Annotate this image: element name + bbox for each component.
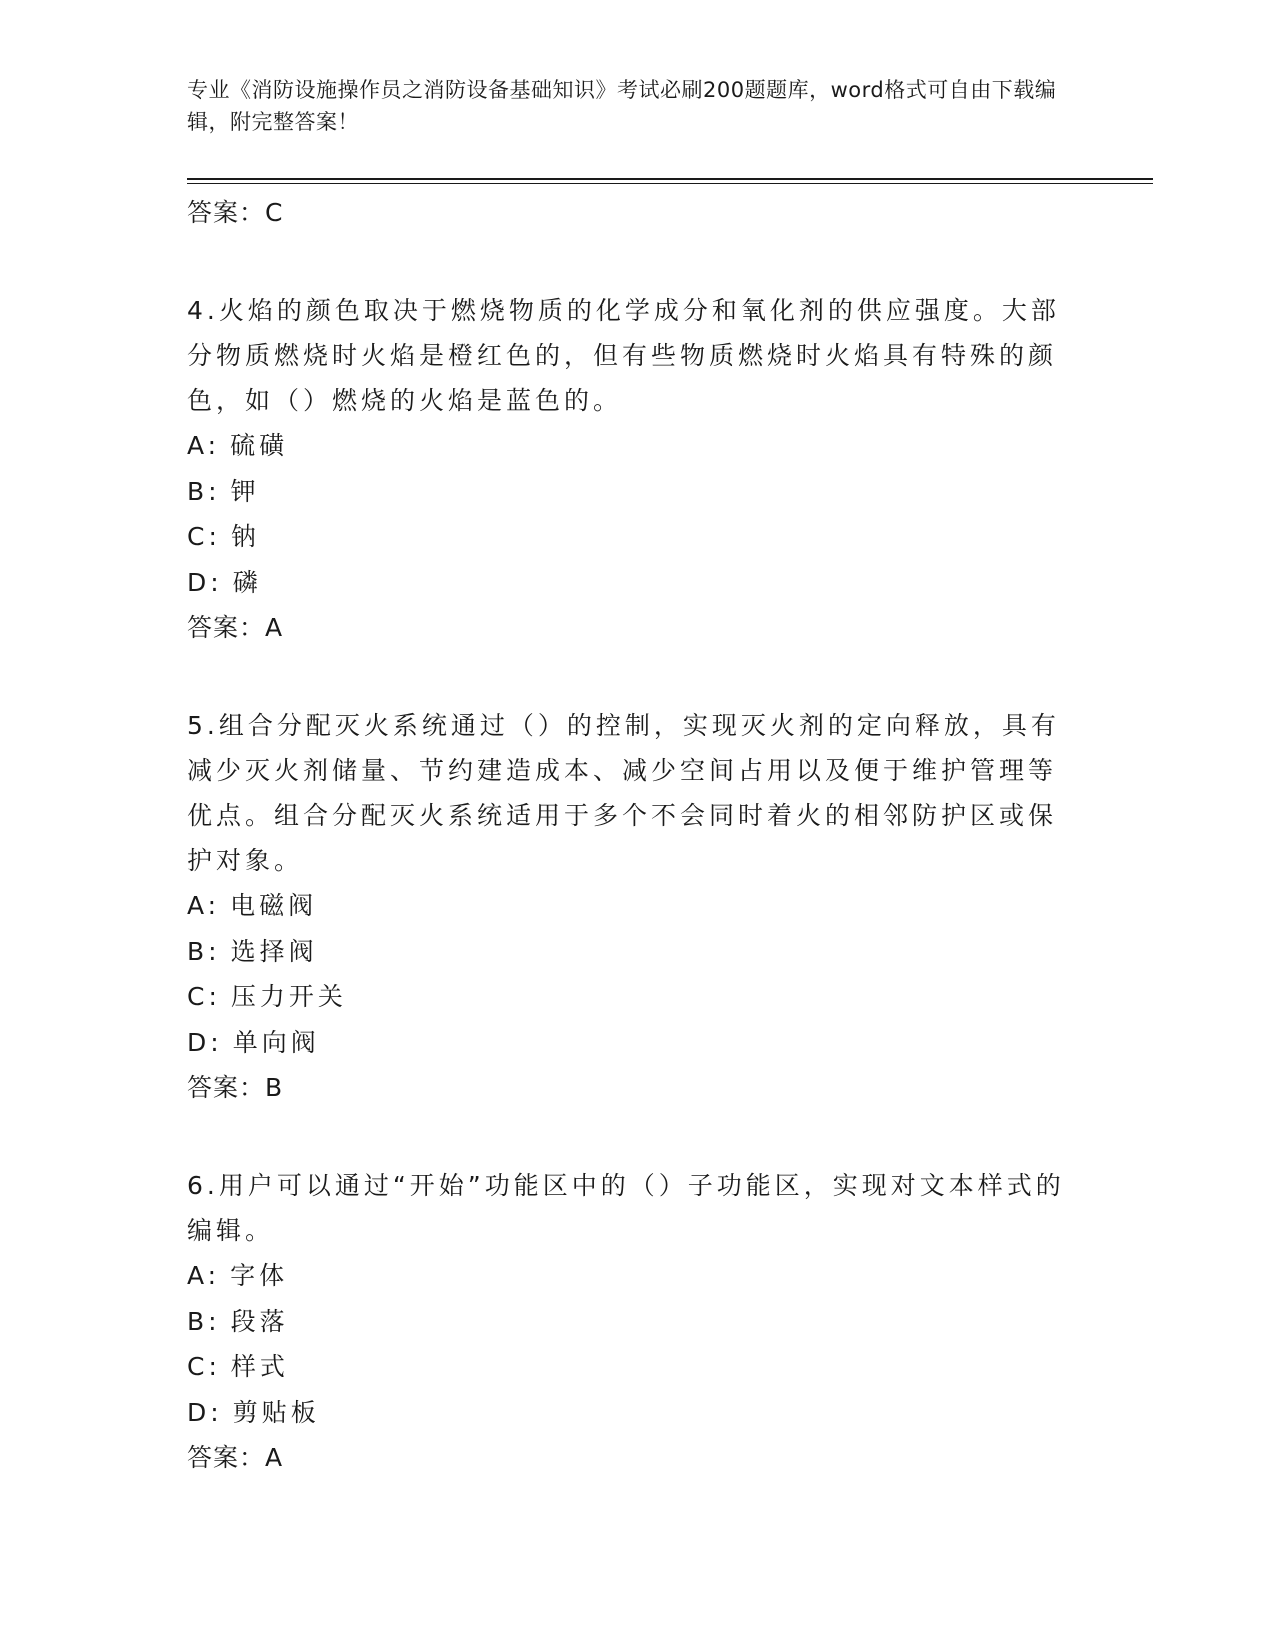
option-d [187,1020,1067,1066]
question-list [187,190,1067,1481]
option-text: 钠 [230,522,260,551]
option-label: B: [187,1306,221,1336]
option-text: 硫磺 [230,431,289,460]
option-label: A: [187,891,221,920]
option-b [187,929,1067,975]
option-text: 剪贴板 [232,1397,320,1427]
option-label: C: [187,982,221,1011]
option-text: 钾 [230,476,260,506]
option-label: D: [187,567,223,597]
option-label: D: [187,1397,223,1427]
answer-line: 答案：A [187,613,284,642]
option-c [187,974,1067,1020]
option-a [187,1253,1067,1299]
option-d [187,1390,1067,1436]
option-label: A: [187,1261,221,1290]
option-label: A: [187,431,221,460]
option-label: C: [187,522,221,551]
option-label: C: [187,1352,221,1381]
option-c [187,1344,1067,1390]
option-text: 样式 [230,1352,289,1381]
option-text: 字体 [230,1261,289,1290]
header-rule-thin [187,183,1153,184]
answer-line: 答案：C [187,198,284,227]
option-c [187,514,1067,560]
option-text: 段落 [230,1306,289,1336]
option-text: 选择阀 [230,936,318,966]
question-block-6 [187,1163,1067,1481]
document-header: 专业《消防设施操作员之消防设备基础知识》考试必刷200题题库，word格式可自由下载编辑，附完整答案！ [187,78,1057,134]
option-label: D: [187,1027,223,1057]
question-text: 4.火焰的颜色取决于燃烧物质的化学成分和氧化剂的供应强度。大部分物质燃烧时火焰是橙红色的，但有些物质燃烧时火焰具有特殊的颜色，如（）燃烧的火焰是蓝色的。 [187,296,1060,415]
option-label: B: [187,936,221,966]
option-label: B: [187,476,221,506]
question-text: 5.组合分配灭火系统通过（）的控制，实现灭火剂的定向释放，具有减少灭火剂储量、节约建造成本、减少空间占用以及便于维护管理等优点。组合分配灭火系统适用于多个不会同时着火的相邻防护区或保护对象。 [187,711,1060,875]
question-block-5 [187,703,1067,1111]
option-b [187,469,1067,515]
option-text: 电磁阀 [230,891,318,920]
option-text: 单向阀 [232,1027,320,1057]
option-a [187,883,1067,929]
option-d [187,560,1067,606]
option-text: 磷 [232,567,262,597]
answer-line: 答案：B [187,1073,284,1102]
option-b [187,1299,1067,1345]
question-text: 6.用户可以通过“开始”功能区中的（）子功能区，实现对文本样式的编辑。 [187,1171,1065,1245]
option-text: 压力开关 [230,982,347,1011]
option-a [187,423,1067,469]
question-block-4 [187,288,1067,651]
answer-line: 答案：A [187,1443,284,1472]
header-rule-thick [187,178,1153,180]
